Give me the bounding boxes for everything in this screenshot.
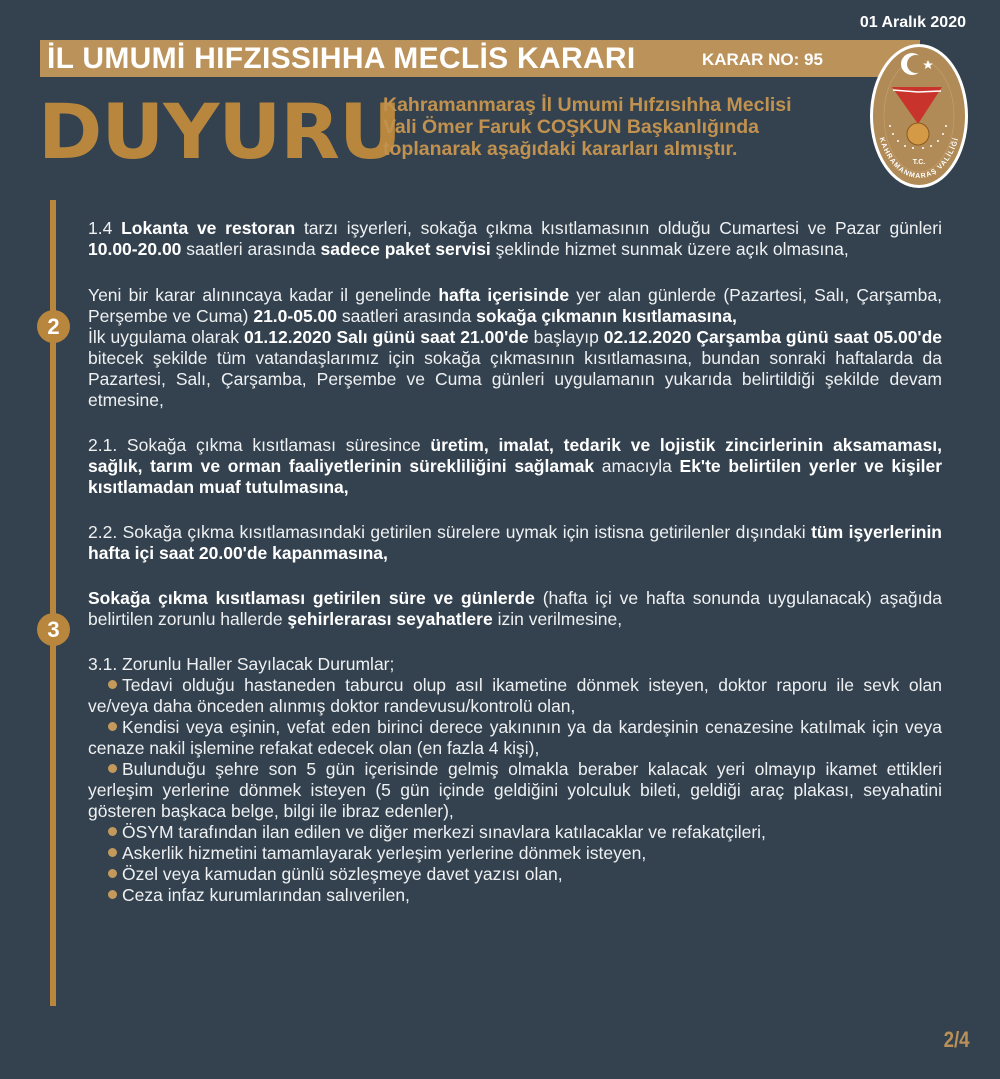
list-item: Bulunduğu şehre son 5 gün içerisinde gelmiş olmakla beraber kalacak yeri olmayıp ikamet ettikleri yerleşim yerlerine dönmek isteyen (5 gün içinde geldiğini yolculuk bileti, geldiği araç plakası, seyahatini gösteren başkaca belge, bilgi ile ibraz edenler),: [88, 759, 942, 821]
decision-content: [88, 218, 942, 906]
bullet-icon: [108, 869, 117, 878]
list-item: Özel veya kamudan günlü sözleşmeye davet yazısı olan,: [88, 864, 942, 885]
intro-line: Vali Ömer Faruk COŞKUN Başkanlığında: [383, 116, 760, 138]
section-2: Yeni bir karar alınıncaya kadar il genelinde hafta içerisinde yer alan günlerde (Pazartesi, Salı, Çarşamba, Perşembe ve Cuma) 21.0-05.00 saatleri arasında sokağa çıkmanın kısıtlamasına, İlk uygulama olarak 01.12.2020 Salı günü saat 21.00'de başlayıp 02.12.2020 Çarşamba günü saat 05.00'de bitecek şekilde tüm vatandaşlarımız için sokağa çıkmasının kısıtlamasına, bundan sonraki haftalarda da Pazartesi, Salı, Çarşamba, Perşembe ve Cuma günleri uygulamanın yukarıda belirtildiği şekilde devam etmesine,: [88, 285, 943, 410]
list-item: Kendisi veya eşinin, vefat eden birinci derece yakınının ya da kardeşinin cenazesine katılmak için veya cenaze nakil işlemine refakat edecek olan (en fazla 4 kişi),: [88, 717, 942, 758]
section-badge-2: 2: [37, 310, 70, 343]
section-badge-3: 3: [37, 613, 70, 646]
list-item: ÖSYM tarafından ilan edilen ve diğer merkezi sınavlara katılacaklar ve refakatçileri,: [88, 822, 942, 843]
seal-ring-text: KAHRAMANMARAŞ VALİLİĞİ: [877, 136, 961, 181]
date-label: 01 Aralık 2020: [859, 14, 966, 31]
intro-line: toplanarak aşağıdaki kararları almıştır.: [383, 138, 738, 160]
bullet-icon: [108, 680, 117, 689]
governorship-seal-icon: [868, 42, 970, 190]
intro-line: Kahramanmaraş İl Umumi Hıfzısıhha Meclisi: [383, 94, 792, 116]
list-item: Ceza infaz kurumlarından salıverilen,: [88, 885, 942, 906]
bullet-icon: [108, 722, 117, 731]
section-2-1: 2.1. Sokağa çıkma kısıtlaması süresince üretim, imalat, tedarik ve lojistik zincirlerinin aksamaması, sağlık, tarım ve orman faaliyetlerinin sürekliliğini sağlamak amacıyla Ek'te belirtilen yerler ve kişiler kısıtlamadan muaf tutulmasına,: [88, 435, 943, 497]
section-2-2: 2.2. Sokağa çıkma kısıtlamasındaki getirilen sürelere uymak için istisna getirilenler dışındaki tüm işyerlerinin hafta içi saat 20.00'de kapanmasına,: [88, 522, 942, 563]
decision-number: KARAR NO: 95: [702, 50, 823, 69]
page-number: 2/4: [943, 1027, 970, 1052]
section-1-4: 1.4 Lokanta ve restoran tarzı işyerleri, sokağa çıkma kısıtlamasının olduğu Cumartesi ve Pazar günleri 10.00-20.00 saatleri arasında sadece paket servisi şeklinde hizmet sunmak üzere açık olmasına,: [88, 218, 942, 259]
bullet-icon: [108, 764, 117, 773]
section-3: Sokağa çıkma kısıtlaması getirilen süre ve günlerde (hafta içi ve hafta sonunda uygulanacak) aşağıda belirtilen zorunlu hallerde şehirlerarası seyahatlere izin verilmesine,: [88, 588, 942, 629]
section-3-1: [88, 654, 942, 906]
bullet-icon: [108, 827, 117, 836]
list-item: Askerlik hizmetini tamamlayarak yerleşim yerlerine dönmek isteyen,: [88, 843, 942, 864]
bullet-icon: [108, 848, 117, 857]
list-title: 3.1. Zorunlu Haller Sayılacak Durumlar;: [88, 654, 395, 674]
announcement-heading: DUYURU: [38, 87, 401, 176]
list-item: Tedavi olduğu hastaneden taburcu olup asıl ikametine dönmek isteyen, doktor raporu ile sevk olan ve/veya daha önceden alınmış doktor randevusu/kontrolü olan,: [88, 675, 942, 716]
page-title: İL UMUMİ HIFZISSIHHA MECLİS KARARI: [47, 42, 636, 75]
intro-text: [383, 94, 792, 160]
seal-tc-text: T.C.: [912, 159, 926, 166]
bullet-icon: [108, 890, 117, 899]
